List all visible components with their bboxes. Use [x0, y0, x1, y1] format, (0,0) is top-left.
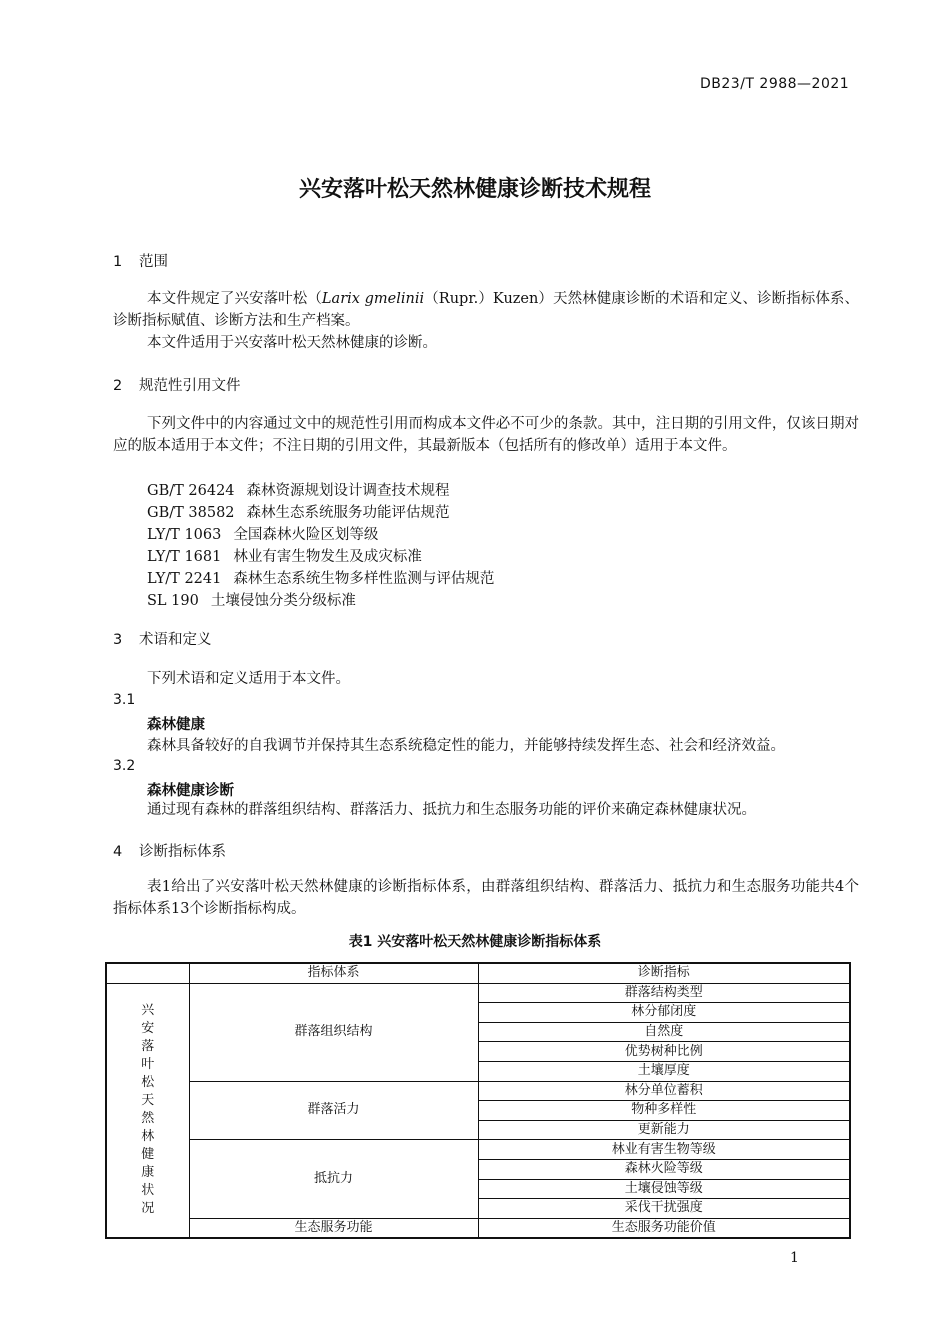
indicator-cell: 土壤侵蚀等级 — [478, 1179, 850, 1199]
reference-title: 森林资源规划设计调查技术规程 — [246, 483, 450, 499]
vertical-char: 然 — [141, 1111, 155, 1127]
reference-item — [147, 501, 450, 522]
section-number: 1 — [113, 254, 123, 270]
document-title: 兴安落叶松天然林健康诊断技术规程 — [298, 177, 651, 202]
indicator-cell: 林分单位蓄积 — [478, 1081, 850, 1101]
indicator-system: 群落活力 — [189, 1081, 478, 1140]
reference-item — [147, 545, 422, 566]
scope-paragraph-1 — [113, 288, 859, 332]
header-cell: 诊断指标 — [478, 963, 850, 983]
table-row — [106, 1081, 850, 1101]
indicator-system: 抵抗力 — [189, 1140, 478, 1218]
header-cell: 指标体系 — [189, 963, 478, 983]
reference-code: GB/T 38582 — [147, 505, 235, 521]
vertical-char: 天 — [141, 1093, 155, 1109]
scope-text-before: 本文件规定了兴安落叶松（ — [147, 291, 322, 307]
reference-item — [147, 479, 450, 500]
reference-code: GB/T 26424 — [147, 483, 235, 499]
table-row — [106, 983, 850, 1003]
reference-title: 森林生态系统服务功能评估规范 — [246, 505, 450, 521]
section-title: 规范性引用文件 — [139, 378, 241, 394]
reference-title: 全国森林火险区划等级 — [233, 527, 379, 543]
term-name: 森林健康诊断 — [147, 783, 234, 799]
indicator-cell: 群落结构类型 — [478, 983, 850, 1003]
reference-item — [147, 567, 494, 588]
vertical-char: 康 — [141, 1165, 155, 1181]
term-name: 森林健康 — [147, 717, 205, 733]
reference-code: SL 190 — [147, 593, 199, 609]
section-4-heading — [113, 840, 226, 861]
latin-name: Larix gmelinii — [321, 291, 425, 307]
standard-code: DB23/T 2988—2021 — [700, 76, 850, 92]
section-3-heading — [113, 628, 212, 649]
term-number: 3.1 — [113, 692, 136, 708]
indicator-cell: 生态服务功能价值 — [478, 1218, 850, 1238]
vertical-char: 健 — [141, 1147, 155, 1163]
scope-text-after: （Rupr.）Kuzen）天然林健康诊断的术语和定义、诊断指标体系、诊断指标赋值、诊断方法和生产档案。 — [113, 291, 860, 329]
normative-intro: 下列文件中的内容通过文中的规范性引用而构成本文件必不可少的条款。其中，注日期的引用文件，仅该日期对应的版本适用于本文件；不注日期的引用文件，其最新版本（包括所有的修改单）适用于本文件。 — [113, 416, 859, 454]
vertical-char: 状 — [141, 1183, 155, 1199]
indicator-cell: 林分郁闭度 — [478, 1003, 850, 1023]
vertical-char: 松 — [141, 1075, 155, 1091]
scope-paragraph-2: 本文件适用于兴安落叶松天然林健康的诊断。 — [147, 335, 437, 351]
indicator-cell: 优势树种比例 — [478, 1042, 850, 1062]
vertical-char: 况 — [141, 1201, 155, 1217]
row-group-label — [106, 983, 189, 1238]
header-cell — [106, 963, 189, 983]
table-header-row — [106, 963, 850, 983]
indicator-system: 生态服务功能 — [189, 1218, 478, 1238]
indicator-table — [105, 962, 851, 1239]
term-number: 3.2 — [113, 758, 136, 774]
section-title: 诊断指标体系 — [139, 844, 226, 860]
vertical-char: 兴 — [141, 1003, 155, 1019]
reference-item — [147, 589, 356, 610]
section-title: 术语和定义 — [139, 632, 212, 648]
vertical-char: 叶 — [141, 1057, 155, 1073]
reference-item — [147, 523, 378, 544]
vertical-char: 安 — [141, 1021, 155, 1037]
reference-title: 土壤侵蚀分类分级标准 — [210, 593, 356, 609]
indicator-system: 群落组织结构 — [189, 983, 478, 1081]
section-number: 4 — [113, 844, 123, 860]
section-2-heading — [113, 374, 241, 395]
reference-code: LY/T 1063 — [147, 527, 222, 543]
section-title: 范围 — [139, 254, 168, 270]
reference-title: 森林生态系统生物多样性监测与评估规范 — [233, 571, 495, 587]
section-number: 3 — [113, 632, 123, 648]
indicator-cell: 物种多样性 — [478, 1101, 850, 1121]
indicator-cell: 自然度 — [478, 1022, 850, 1042]
section-1-heading — [113, 250, 168, 271]
indicator-cell: 采伐干扰强度 — [478, 1199, 850, 1219]
term-definition: 森林具备较好的自我调节并保持其生态系统稳定性的能力，并能够持续发挥生态、社会和经济效益。 — [147, 738, 785, 754]
table-row — [106, 1218, 850, 1238]
table-caption: 表1 兴安落叶松天然林健康诊断指标体系 — [348, 934, 602, 950]
term-definition: 通过现有森林的群落组织结构、群落活力、抵抗力和生态服务功能的评价来确定森林健康状况。 — [147, 802, 756, 818]
reference-code: LY/T 1681 — [147, 549, 222, 565]
terms-intro: 下列术语和定义适用于本文件。 — [147, 671, 350, 687]
page-number: 1 — [790, 1250, 799, 1266]
reference-title: 林业有害生物发生及成灾标准 — [233, 549, 422, 565]
vertical-char: 林 — [141, 1129, 155, 1145]
table-row — [106, 1140, 850, 1160]
indicator-cell: 更新能力 — [478, 1120, 850, 1140]
indicator-cell: 森林火险等级 — [478, 1159, 850, 1179]
reference-code: LY/T 2241 — [147, 571, 222, 587]
indicator-paragraph: 表1给出了兴安落叶松天然林健康的诊断指标体系，由群落组织结构、群落活力、抵抗力和生态服务功能共4个指标体系13个诊断指标构成。 — [113, 879, 859, 917]
indicator-cell: 林业有害生物等级 — [478, 1140, 850, 1160]
indicator-cell: 土壤厚度 — [478, 1061, 850, 1081]
vertical-char: 落 — [141, 1039, 155, 1055]
section-number: 2 — [113, 378, 123, 394]
